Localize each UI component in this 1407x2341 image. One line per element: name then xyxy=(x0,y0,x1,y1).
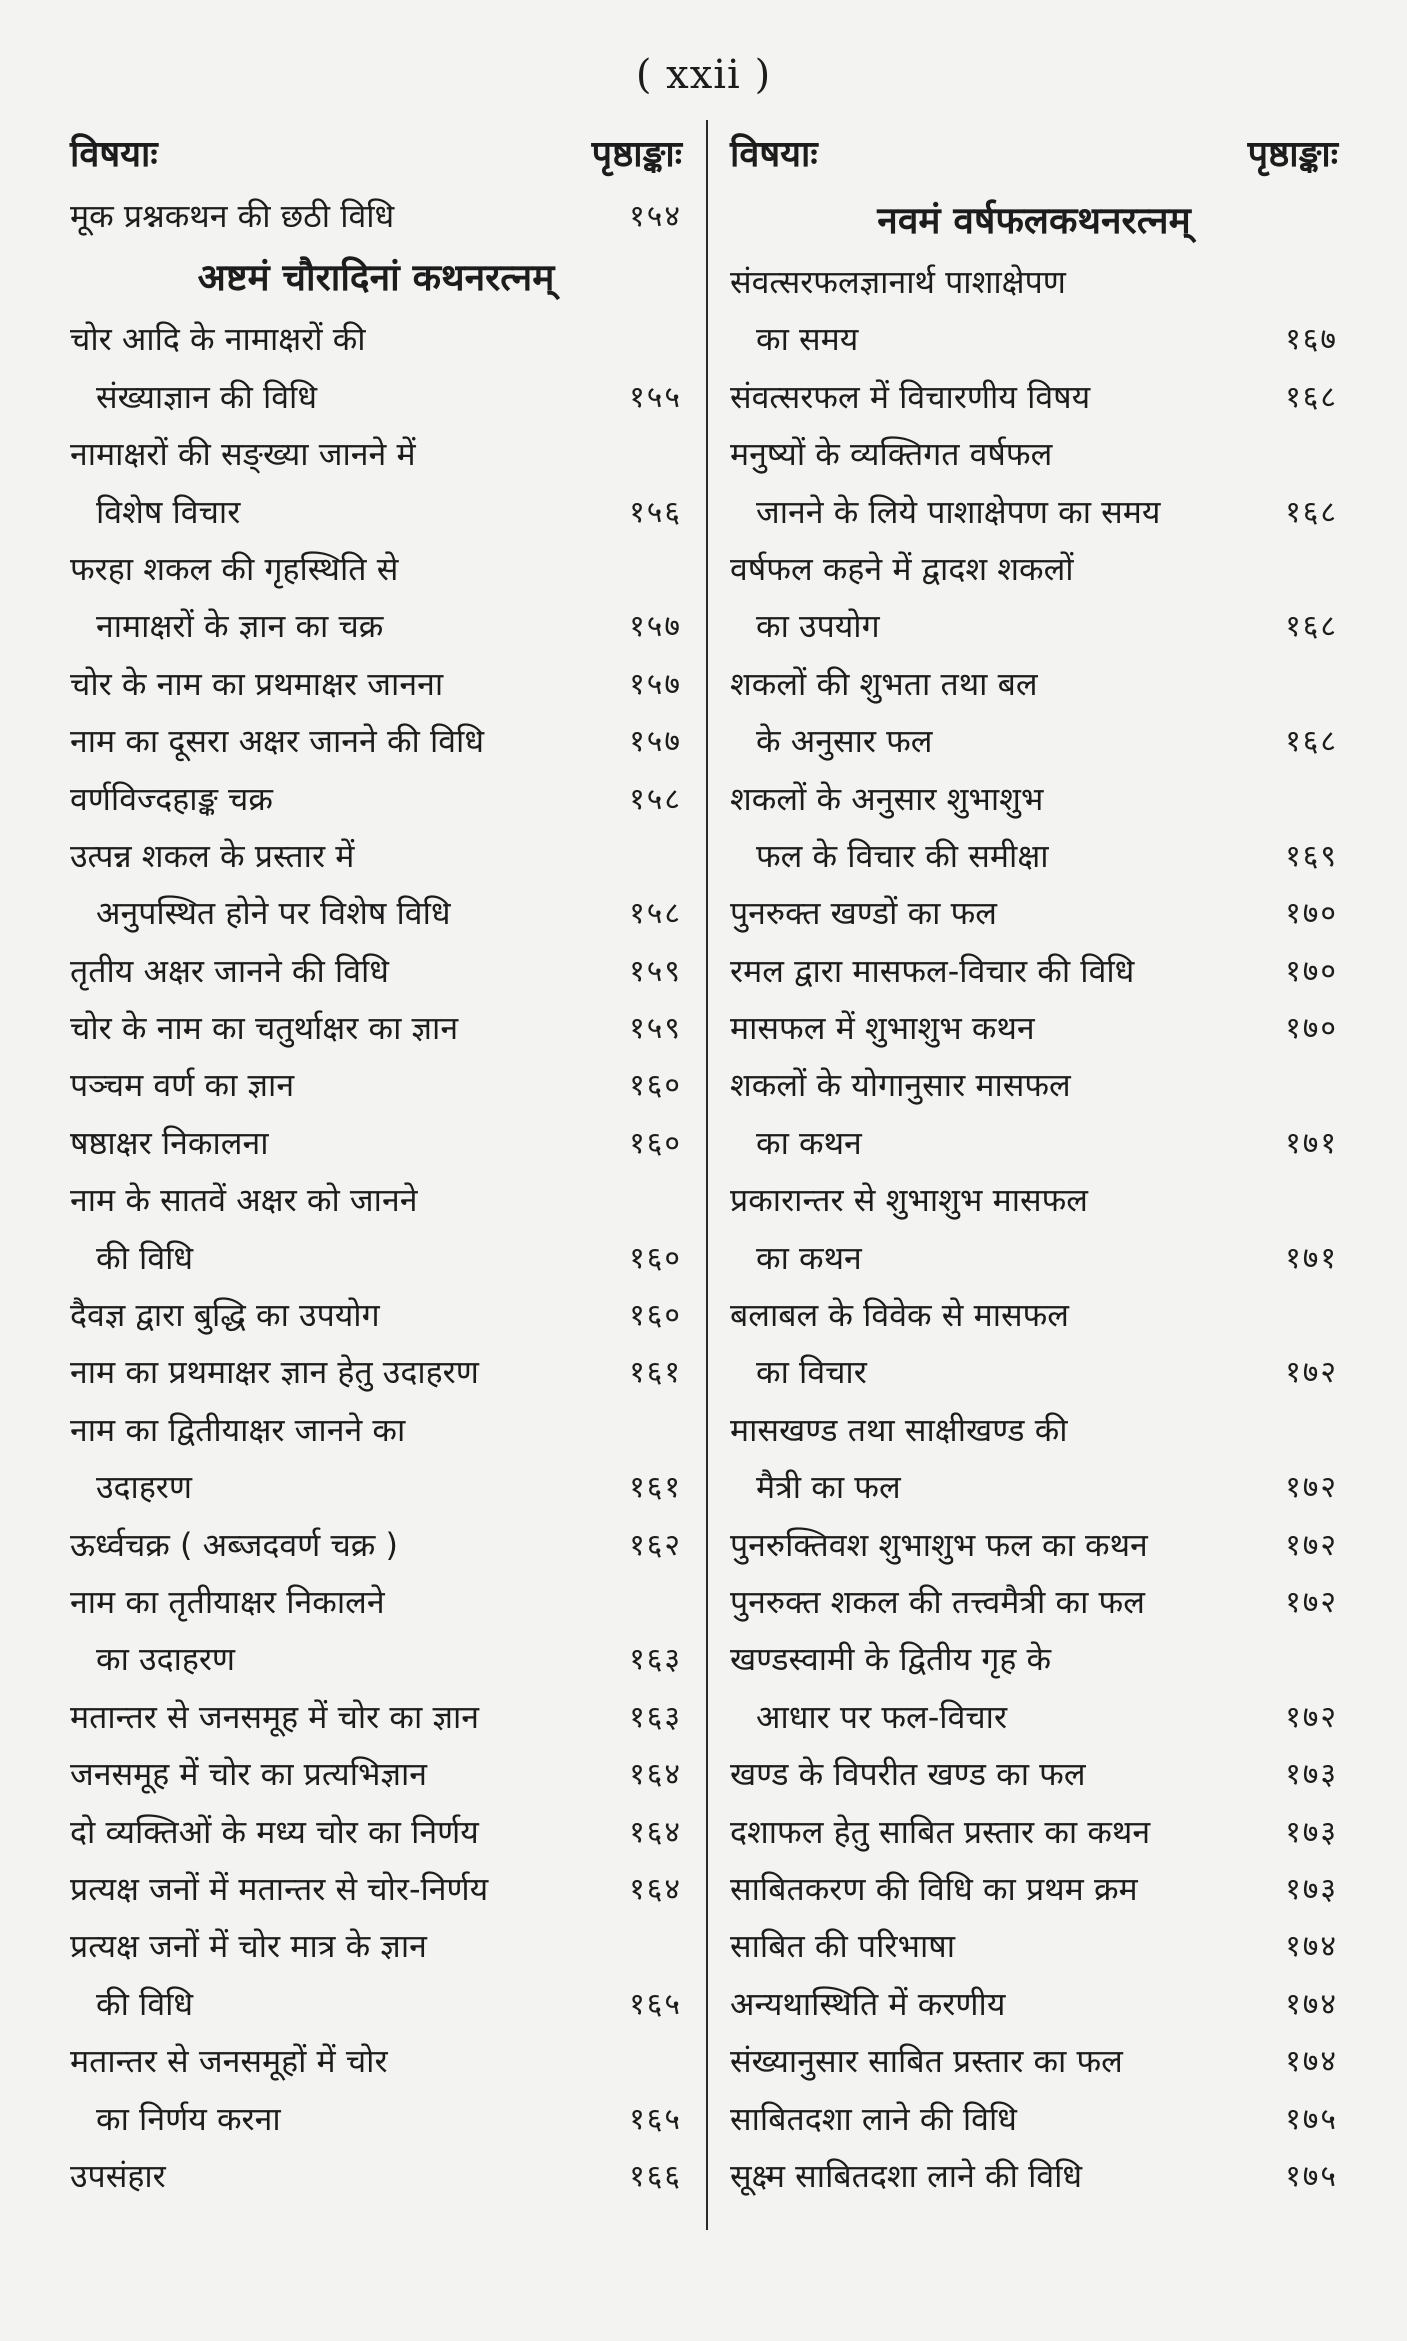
toc-entry-page: १६८ xyxy=(1285,609,1338,645)
toc-entry-page: १५८ xyxy=(629,896,682,932)
toc-entry-page: १७३ xyxy=(1285,1814,1338,1850)
toc-entry-text: दो व्यक्तिओं के मध्य चोर का निर्णय xyxy=(70,1812,479,1851)
toc-entry xyxy=(730,1804,1338,1861)
toc-entry xyxy=(730,1057,1338,1114)
toc-entry-text: नाम का प्रथमाक्षर ज्ञान हेतु उदाहरण xyxy=(70,1353,479,1392)
left-top-entries xyxy=(70,188,682,245)
toc-entry-text: पुनरुक्त खण्डों का फल xyxy=(730,894,997,933)
toc-entry-text: का निर्णय करना xyxy=(96,2099,281,2138)
toc-entry-text: उपसंहार xyxy=(70,2156,166,2195)
toc-entry-text: चोर के नाम का चतुर्थाक्षर का ज्ञान xyxy=(70,1009,459,1048)
toc-entry-page: १७३ xyxy=(1285,1757,1338,1793)
toc-entry xyxy=(730,254,1338,311)
toc-entry xyxy=(730,1230,1338,1287)
toc-entry-text: साबित की परिभाषा xyxy=(730,1927,956,1966)
toc-entry xyxy=(70,1861,682,1918)
toc-entry xyxy=(730,541,1338,598)
toc-entry-text: प्रकारान्तर से शुभाशुभ मासफल xyxy=(730,1181,1089,1220)
toc-entry-text: बलाबल के विवेक से मासफल xyxy=(730,1296,1069,1335)
toc-entry-page: १६४ xyxy=(629,1814,682,1850)
toc-entry-page: १६० xyxy=(629,1298,682,1334)
toc-entry xyxy=(70,2148,682,2205)
toc-entry xyxy=(70,1517,682,1574)
toc-entry-page: १६० xyxy=(629,1125,682,1161)
toc-entry-page: १६८ xyxy=(1285,379,1338,415)
toc-entry-page: १६८ xyxy=(1285,724,1338,760)
toc-entry-page: १६१ xyxy=(629,1355,682,1391)
toc-entry xyxy=(70,1230,682,1287)
toc-entry-page: १६२ xyxy=(629,1527,682,1563)
toc-entry xyxy=(70,1287,682,1344)
toc-entry-text: चोर के नाम का प्रथमाक्षर जानना xyxy=(70,664,444,703)
toc-entry xyxy=(730,771,1338,828)
toc-entry-text: खण्ड के विपरीत खण्ड का फल xyxy=(730,1755,1086,1794)
toc-entry-page: १५९ xyxy=(629,1011,682,1047)
toc-entry-text: उदाहरण xyxy=(96,1468,193,1507)
toc-entry-text: अनुपस्थित होने पर विशेष विधि xyxy=(96,894,451,933)
toc-entry-text: संवत्सरफल में विचारणीय विषय xyxy=(730,377,1091,416)
toc-entry-page: १६५ xyxy=(629,2101,682,2137)
toc-entry xyxy=(70,1459,682,1516)
section-title-ninth: नवमं वर्षफलकथनरत्नम् xyxy=(877,199,1191,242)
toc-entry xyxy=(70,1918,682,1975)
toc-entry xyxy=(730,713,1338,770)
toc-entry xyxy=(730,2148,1338,2205)
toc-entry-text: नाम का द्वितीयाक्षर जानने का xyxy=(70,1410,406,1449)
toc-entry xyxy=(730,426,1338,483)
toc-entry xyxy=(70,541,682,598)
toc-entry-page: १७० xyxy=(1285,953,1338,989)
toc-entry xyxy=(730,311,1338,368)
subject-heading: विषयाः xyxy=(70,134,158,175)
toc-entry-text: नामाक्षरों की सङ्ख्या जानने में xyxy=(70,435,416,474)
toc-entry-text: की विधि xyxy=(96,1984,194,2023)
toc-entry xyxy=(70,1402,682,1459)
toc-entry-text: आधार पर फल-विचार xyxy=(756,1697,1008,1736)
toc-entry-page: १५७ xyxy=(629,609,682,645)
toc-entry-text: जनसमूह में चोर का प्रत्यभिज्ञान xyxy=(70,1755,428,1794)
toc-entry-text: के अनुसार फल xyxy=(756,722,933,761)
toc-entry-page: १७१ xyxy=(1285,1240,1338,1276)
toc-entry-page: १७१ xyxy=(1285,1125,1338,1161)
toc-entry xyxy=(730,828,1338,885)
toc-entry xyxy=(70,943,682,1000)
toc-entry-text: संवत्सरफलज्ञानार्थ पाशाक्षेपण xyxy=(730,263,1066,301)
toc-entry-text: तृतीय अक्षर जानने की विधि xyxy=(70,951,389,990)
toc-entry xyxy=(730,1459,1338,1516)
left-column-header xyxy=(70,122,682,188)
toc-entry xyxy=(730,484,1338,541)
toc-entry xyxy=(730,2033,1338,2090)
toc-entry-page: १७४ xyxy=(1285,2044,1338,2080)
toc-entry-page: १६९ xyxy=(1285,838,1338,874)
right-column-header xyxy=(730,122,1338,188)
toc-entry-text: मूक प्रश्नकथन की छठी विधि xyxy=(70,197,395,235)
toc-entry xyxy=(730,1746,1338,1803)
toc-entry xyxy=(70,598,682,655)
toc-entry-page: १५७ xyxy=(629,724,682,760)
subject-heading: विषयाः xyxy=(730,134,818,175)
toc-entry-text: का कथन xyxy=(756,1238,862,1277)
toc-entry-page: १७४ xyxy=(1285,1986,1338,2022)
left-entries xyxy=(70,311,682,2205)
toc-entry-page: १६४ xyxy=(629,1757,682,1793)
toc-entry-text: अन्यथास्थिति में करणीय xyxy=(730,1984,1006,2023)
toc-entry xyxy=(70,713,682,770)
toc-entry xyxy=(70,771,682,828)
toc-entry xyxy=(730,598,1338,655)
toc-entry-page: १६० xyxy=(629,1068,682,1104)
column-divider xyxy=(706,120,708,2230)
toc-entry xyxy=(70,484,682,541)
toc-entry-page: १७२ xyxy=(1285,1699,1338,1735)
toc-entry xyxy=(730,1344,1338,1401)
toc-entry-text: पुनरुक्तिवश शुभाशुभ फल का कथन xyxy=(730,1525,1148,1564)
toc-entry-text: का कथन xyxy=(756,1123,862,1162)
toc-entry-text: मासखण्ड तथा साक्षीखण्ड की xyxy=(730,1410,1068,1449)
toc-entry-page: १६७ xyxy=(1285,322,1338,358)
toc-entry-page: १६६ xyxy=(629,2158,682,2194)
toc-entry xyxy=(70,2091,682,2148)
toc-entry-page: १७० xyxy=(1285,896,1338,932)
toc-entry-text: पुनरुक्त शकल की तत्त्वमैत्री का फल xyxy=(730,1582,1145,1621)
toc-entry-text: मैत्री का फल xyxy=(756,1468,901,1507)
toc-entry-page: १७२ xyxy=(1285,1584,1338,1620)
toc-entry-text: शकलों के अनुसार शुभाशुभ xyxy=(730,779,1044,818)
toc-entry-text: संख्यानुसार साबित प्रस्तार का फल xyxy=(730,2042,1123,2081)
toc-entry xyxy=(70,1574,682,1631)
toc-entry xyxy=(730,1631,1338,1688)
toc-entry-text: प्रत्यक्ष जनों में मतान्तर से चोर-निर्णय xyxy=(70,1869,489,1908)
toc-entry-text: जानने के लिये पाशाक्षेपण का समय xyxy=(756,492,1161,531)
toc-entry xyxy=(730,1287,1338,1344)
toc-entry xyxy=(70,1631,682,1688)
toc-entry-text: नाम के सातवें अक्षर को जानने xyxy=(70,1181,418,1220)
toc-entry xyxy=(70,1115,682,1172)
toc-entry-text: खण्डस्वामी के द्वितीय गृह के xyxy=(730,1640,1052,1679)
toc-entry xyxy=(70,2033,682,2090)
toc-entry-text: नाम का तृतीयाक्षर निकालने xyxy=(70,1582,385,1621)
toc-entry-text: साबितदशा लाने की विधि xyxy=(730,2099,1017,2138)
toc-entry xyxy=(730,1517,1338,1574)
toc-entry xyxy=(70,1000,682,1057)
toc-entry-page: १५७ xyxy=(629,666,682,702)
toc-entry-page: १७० xyxy=(1285,1011,1338,1047)
toc-entry-page: १७२ xyxy=(1285,1527,1338,1563)
toc-entry xyxy=(730,1976,1338,2033)
toc-entry-page: १६३ xyxy=(629,1642,682,1678)
toc-entry xyxy=(70,1057,682,1114)
toc-entry xyxy=(70,1746,682,1803)
toc-entry xyxy=(70,1804,682,1861)
toc-entry-text: फरहा शकल की गृहस्थिति से xyxy=(70,549,399,588)
toc-entry-text: नामाक्षरों के ज्ञान का चक्र xyxy=(96,607,384,646)
toc-entry xyxy=(70,1172,682,1229)
toc-entry-text: का उदाहरण xyxy=(96,1640,236,1679)
toc-entry-text: सूक्ष्म साबितदशा लाने की विधि xyxy=(730,2156,1083,2195)
toc-entry xyxy=(730,1402,1338,1459)
toc-entry xyxy=(70,369,682,426)
toc-entry xyxy=(730,1574,1338,1631)
toc-entry-text: विशेष विचार xyxy=(96,492,241,531)
left-column xyxy=(70,122,682,2205)
toc-entry-text: साबितकरण की विधि का प्रथम क्रम xyxy=(730,1869,1138,1908)
page-heading: पृष्ठाङ्काः xyxy=(591,134,682,175)
toc-entry xyxy=(70,656,682,713)
toc-entry xyxy=(70,188,682,245)
toc-entry-page: १७२ xyxy=(1285,1470,1338,1506)
toc-entry-text: शकलों के योगानुसार मासफल xyxy=(730,1066,1071,1105)
toc-entry-page: १५५ xyxy=(629,379,682,415)
toc-entry-page: १७३ xyxy=(1285,1871,1338,1907)
toc-entry-text: दशाफल हेतु साबित प्रस्तार का कथन xyxy=(730,1812,1151,1851)
toc-entry-text: पञ्चम वर्ण का ज्ञान xyxy=(70,1066,295,1105)
toc-entry-page: १७४ xyxy=(1285,1929,1338,1965)
toc-entry xyxy=(730,885,1338,942)
toc-entry-text: वर्णविज्दहाङ्क चक्र xyxy=(70,779,273,818)
toc-entry-page: १७५ xyxy=(1285,2158,1338,2194)
toc-entry-text: रमल द्वारा मासफल-विचार की विधि xyxy=(730,951,1135,990)
toc-entry-text: दैवज्ञ द्वारा बुद्धि का उपयोग xyxy=(70,1296,380,1335)
toc-entry-page: १६८ xyxy=(1285,494,1338,530)
toc-entry-text: संख्याज्ञान की विधि xyxy=(96,377,318,416)
section-title-eighth: अष्टमं चौरादिनां कथनरत्नम् xyxy=(197,256,555,300)
toc-entry-text: नाम का दूसरा अक्षर जानने की विधि xyxy=(70,722,485,761)
toc-entry-text: की विधि xyxy=(96,1238,194,1277)
toc-entry xyxy=(70,426,682,483)
toc-entry-text: फल के विचार की समीक्षा xyxy=(756,836,1049,875)
toc-entry-page: १६१ xyxy=(629,1470,682,1506)
toc-entry-text: मनुष्यों के व्यक्तिगत वर्षफल xyxy=(730,435,1053,474)
toc-entry xyxy=(70,1344,682,1401)
toc-entry-text: चोर आदि के नामाक्षरों की xyxy=(70,320,366,359)
toc-entry-text: प्रत्यक्ष जनों में चोर मात्र के ज्ञान xyxy=(70,1927,427,1966)
toc-entry-text: षष्ठाक्षर निकालना xyxy=(70,1123,269,1162)
toc-entry-page: १६४ xyxy=(629,1871,682,1907)
toc-entry xyxy=(730,1861,1338,1918)
toc-entry-text: शकलों की शुभता तथा बल xyxy=(730,664,1038,703)
toc-entry-page: १६० xyxy=(629,1240,682,1276)
toc-entry-text: मतान्तर से जनसमूहों में चोर xyxy=(70,2042,388,2081)
toc-entry xyxy=(730,656,1338,713)
toc-entry-text: का उपयोग xyxy=(756,607,880,646)
toc-entry xyxy=(730,1000,1338,1057)
toc-entry-text: का विचार xyxy=(756,1353,867,1392)
toc-entry-page: १७५ xyxy=(1285,2101,1338,2137)
toc-entry-page: १५६ xyxy=(629,494,682,530)
toc-entry-text: मासफल में शुभाशुभ कथन xyxy=(730,1009,1035,1048)
toc-entry-page: १६५ xyxy=(629,1986,682,2022)
toc-entry xyxy=(730,1689,1338,1746)
toc-entry-text: उत्पन्न शकल के प्रस्तार में xyxy=(70,836,355,875)
toc-entry-page: १५९ xyxy=(629,953,682,989)
toc-entry-text: ऊर्ध्वचक्र ( अब्जदवर्ण चक्र ) xyxy=(70,1525,398,1564)
toc-entry-page: १५४ xyxy=(629,199,682,234)
right-entries xyxy=(730,254,1338,2205)
toc-entry xyxy=(70,828,682,885)
toc-entry xyxy=(730,1172,1338,1229)
toc-entry-text: वर्षफल कहने में द्वादश शकलों xyxy=(730,549,1074,588)
toc-entry xyxy=(730,1918,1338,1975)
toc-entry-text: का समय xyxy=(756,320,859,359)
right-column xyxy=(730,122,1338,2205)
page-heading: पृष्ठाङ्काः xyxy=(1247,134,1338,175)
toc-entry xyxy=(70,311,682,368)
toc-entry-page: १७२ xyxy=(1285,1355,1338,1391)
toc-entry xyxy=(70,1976,682,2033)
toc-entry xyxy=(730,369,1338,426)
toc-entry xyxy=(730,1115,1338,1172)
toc-entry-page: १५८ xyxy=(629,781,682,817)
toc-entry-text: मतान्तर से जनसमूह में चोर का ज्ञान xyxy=(70,1697,480,1736)
toc-entry xyxy=(730,2091,1338,2148)
toc-entry xyxy=(730,943,1338,1000)
toc-entry xyxy=(70,1689,682,1746)
toc-entry xyxy=(70,885,682,942)
page-number: ( xxii ) xyxy=(635,52,772,98)
toc-entry-page: १६३ xyxy=(629,1699,682,1735)
